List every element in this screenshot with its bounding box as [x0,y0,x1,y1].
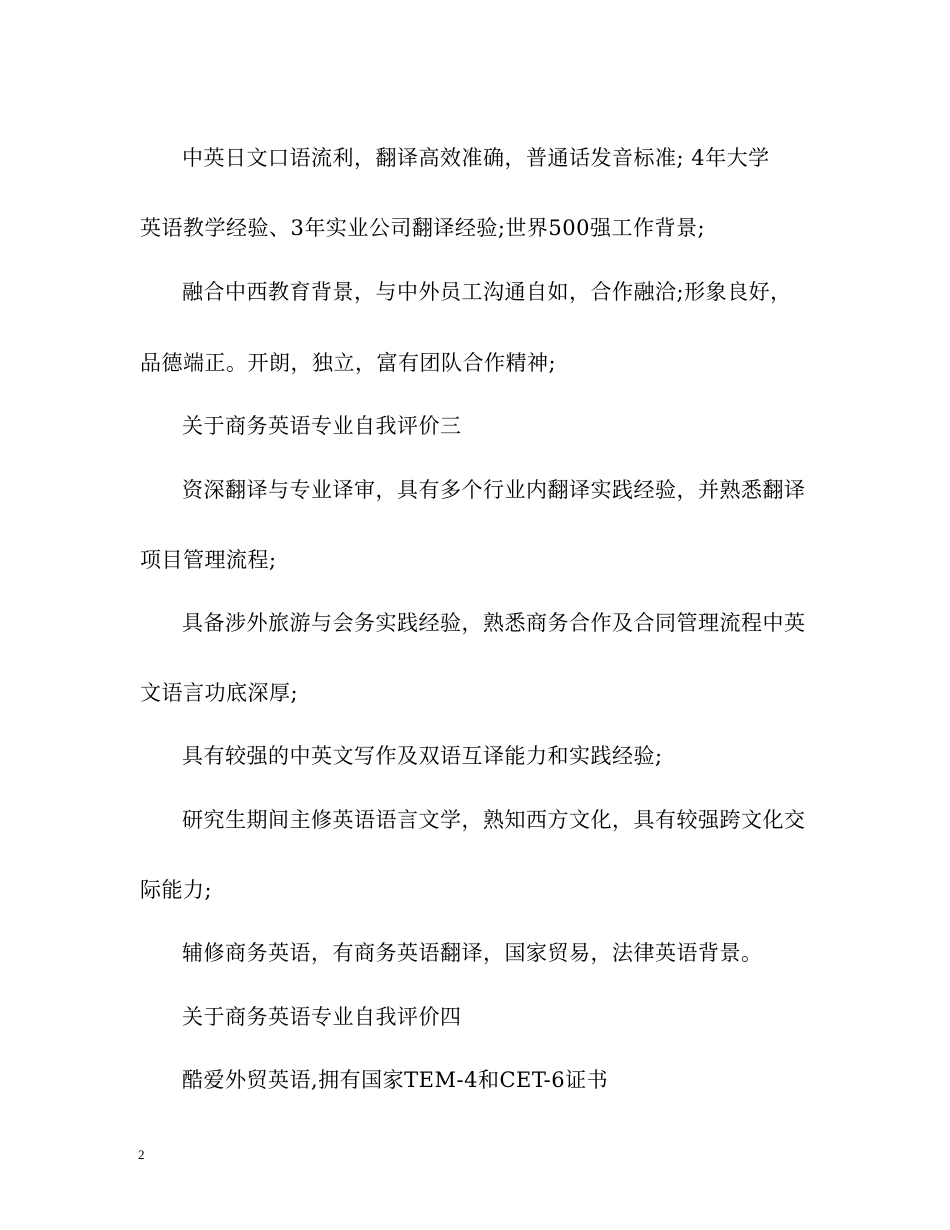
paragraph-line: 研究生期间主修英语语言文学，熟知西方文化，具有较强跨文化交 [182,808,806,832]
paragraph-line: 具有较强的中英文写作及双语互译能力和实践经验; [182,744,663,768]
paragraph-line: 项目管理流程; [140,548,277,572]
paragraph-line: 具备涉外旅游与会务实践经验，熟悉商务合作及合同管理流程中英 [182,611,806,635]
paragraph-line: 辅修商务英语，有商务英语翻译，国家贸易，法律英语背景。 [182,941,763,965]
paragraph-line: 融合中西教育背景，与中外员工沟通自如，合作融洽;形象良好， [182,280,792,304]
paragraph-line: 酷爱外贸英语,拥有国家TEM-4和CET-6证书 [182,1068,609,1092]
paragraph-line: 际能力; [140,878,213,902]
paragraph-line: 文语言功底深厚; [140,681,299,705]
page-number: 2 [138,1147,145,1162]
paragraph-line: 品德端正。开朗，独立，富有团队合作精神; [140,351,557,375]
paragraph-line: 英语教学经验、3年实业公司翻译经验;世界500强工作背景; [140,216,706,240]
paragraph-line: 中英日文口语流利，翻译高效准确，普通话发音标准; 4年大学 [182,146,770,170]
section-heading: 关于商务英语专业自我评价四 [182,1005,462,1029]
section-heading: 关于商务英语专业自我评价三 [182,414,462,438]
paragraph-line: 资深翻译与专业译审，具有多个行业内翻译实践经验，并熟悉翻译 [182,478,806,502]
